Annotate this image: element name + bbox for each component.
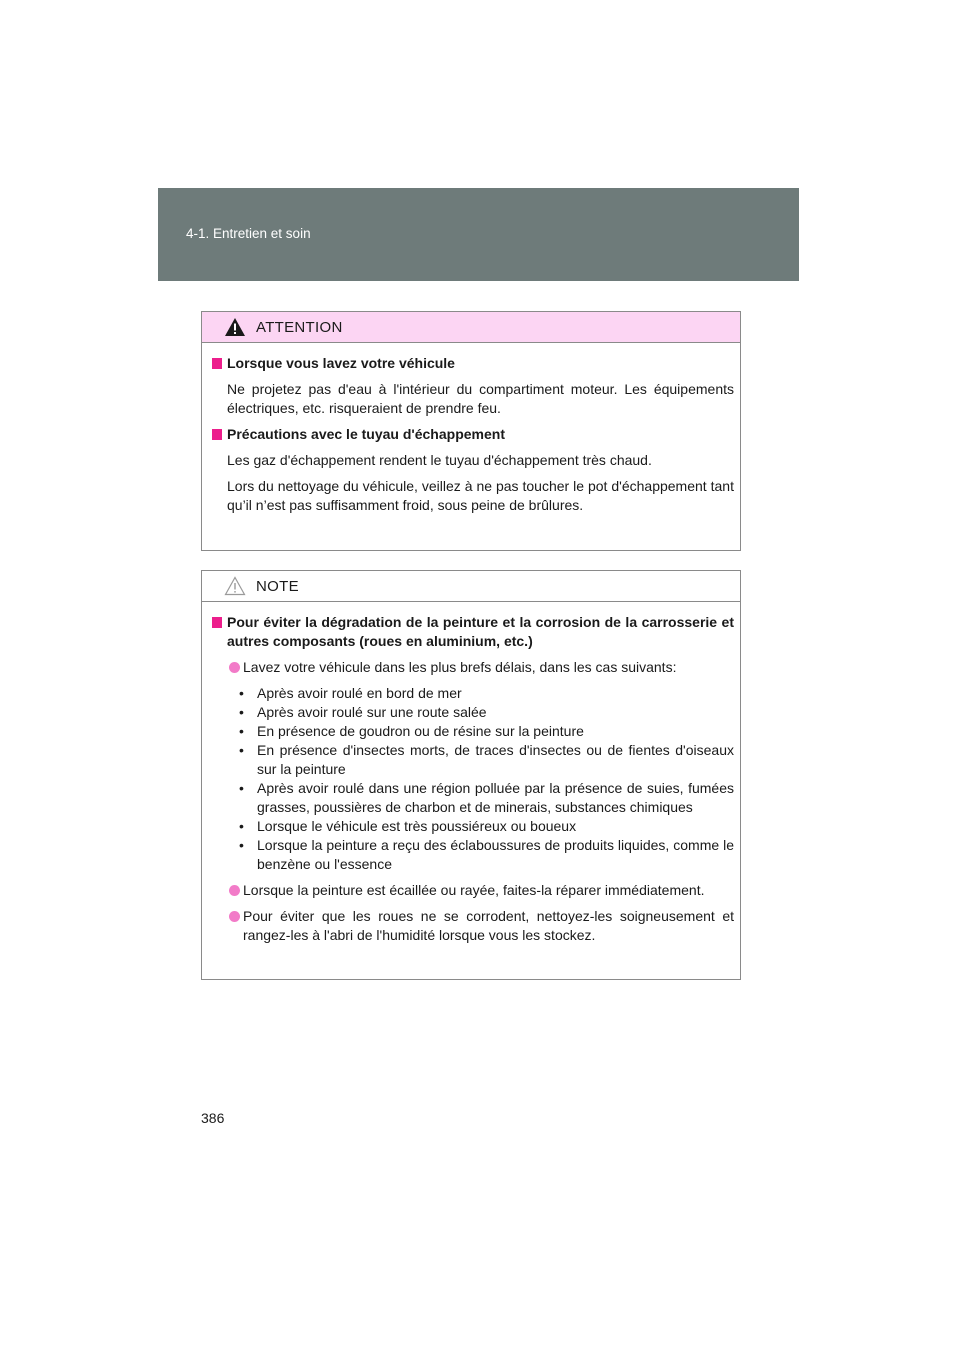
round-bullet-icon — [229, 662, 240, 673]
list-item: • Après avoir roulé en bord de mer — [239, 685, 462, 701]
note-bullet: Lorsque la peinture est écaillée ou rayée, faites-la réparer immédiatement. — [211, 881, 734, 900]
note-header — [202, 571, 740, 602]
note-section-title: Pour éviter la dégradation de la peinture et la corrosion de la carrosserie et autres composants (roues en aluminium, etc.) — [211, 613, 734, 651]
note-title: NOTE — [256, 578, 299, 595]
square-bullet-icon — [212, 358, 222, 369]
section-header-band — [158, 188, 799, 281]
page-number: 386 — [201, 1110, 225, 1126]
list-item: • Après avoir roulé dans une région polluée par la présence de suies, fumées grasses, poussières de charbon et de minerais, substances chimiques — [239, 780, 734, 815]
attention-paragraph: Lors du nettoyage du véhicule, veillez à ne pas toucher le pot d'échappement tant qu’il n’est pas suffisamment froid, sous peine de brûlures. — [227, 478, 734, 513]
attention-box — [201, 311, 741, 551]
note-sub-list — [239, 684, 734, 874]
note-bullet: Lavez votre véhicule dans les plus brefs délais, dans les cas suivants: — [211, 658, 734, 677]
note-body — [202, 602, 740, 962]
attention-section-title: Lorsque vous lavez votre véhicule — [211, 354, 734, 373]
section-title: 4-1. Entretien et soin — [186, 226, 311, 241]
attention-title: ATTENTION — [256, 319, 343, 336]
list-item: • En présence d'insectes morts, de traces d'insectes ou de fientes d'oiseaux sur la peinture — [239, 742, 734, 777]
list-item: • Après avoir roulé sur une route salée — [239, 704, 487, 720]
attention-section-title: Précautions avec le tuyau d'échappement — [211, 425, 734, 444]
list-item: • Lorsque la peinture a reçu des éclaboussures de produits liquides, comme le benzène ou l'essence — [239, 837, 734, 872]
square-bullet-icon — [212, 617, 222, 628]
attention-paragraph: Les gaz d'échappement rendent le tuyau d'échappement très chaud. — [227, 452, 652, 468]
list-item: • Lorsque le véhicule est très poussiéreux ou boueux — [239, 818, 577, 834]
list-item: • En présence de goudron ou de résine sur la peinture — [239, 723, 584, 739]
attention-paragraph: Ne projetez pas d'eau à l'intérieur du compartiment moteur. Les équipements électriques, etc. risqueraient de prendre feu. — [227, 381, 734, 416]
round-bullet-icon — [229, 911, 240, 922]
note-box — [201, 570, 741, 980]
square-bullet-icon — [212, 429, 222, 440]
attention-body — [202, 343, 740, 532]
round-bullet-icon — [229, 885, 240, 896]
attention-header — [202, 312, 740, 343]
warning-triangle-outline-icon — [224, 576, 246, 596]
note-bullet: Pour éviter que les roues ne se corrodent, nettoyez-les soigneusement et rangez-les à l'abri de l'humidité lorsque vous les stockez. — [211, 907, 734, 945]
warning-triangle-filled-icon — [224, 317, 246, 337]
